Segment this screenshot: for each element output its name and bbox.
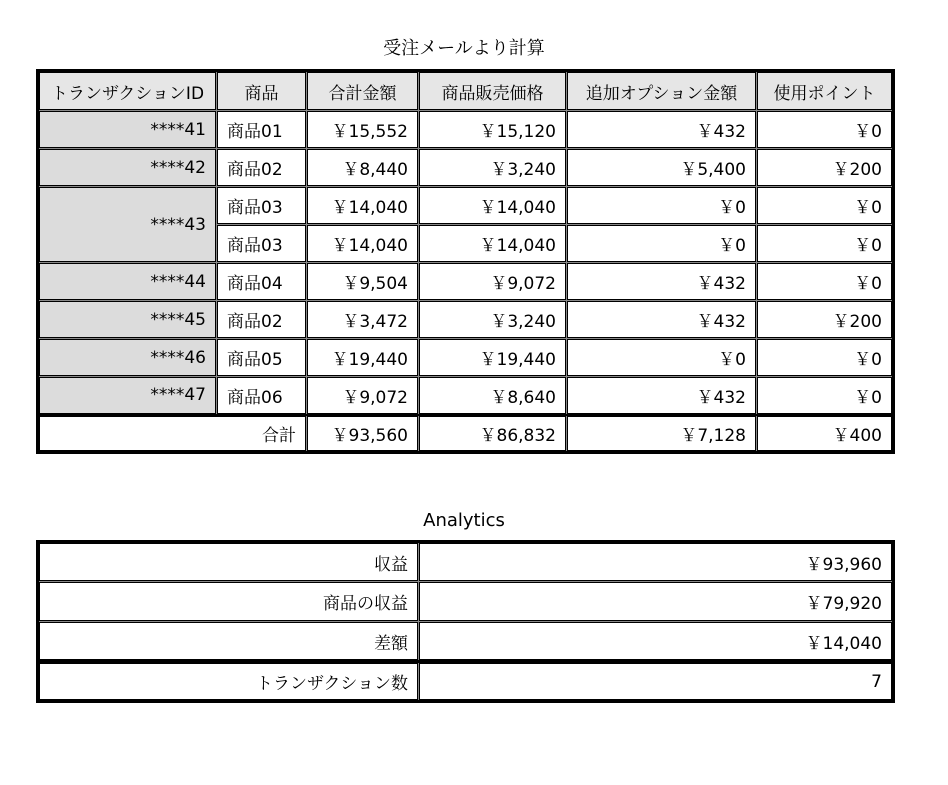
price-cell: ￥19,440 <box>419 339 567 377</box>
totals-price: ￥86,832 <box>419 415 567 453</box>
points-cell: ￥0 <box>757 111 894 149</box>
table-row <box>38 263 894 301</box>
table-row <box>38 301 894 339</box>
total-cell: ￥9,072 <box>307 377 419 415</box>
product-cell: 商品02 <box>217 149 307 187</box>
points-cell: ￥0 <box>757 225 894 263</box>
table-row <box>38 111 894 149</box>
product-cell: 商品04 <box>217 263 307 301</box>
totals-option: ￥7,128 <box>567 415 757 453</box>
order-table <box>36 69 895 454</box>
header-transaction-id: トランザクションID <box>38 71 217 111</box>
analytics-row <box>38 582 894 622</box>
transaction-id-cell: ****42 <box>38 149 217 187</box>
price-cell: ￥15,120 <box>419 111 567 149</box>
analytics-value: ￥93,960 <box>419 542 894 582</box>
totals-points: ￥400 <box>757 415 894 453</box>
totals-total: ￥93,560 <box>307 415 419 453</box>
transaction-id-cell: ****45 <box>38 301 217 339</box>
option-cell: ￥5,400 <box>567 149 757 187</box>
order-table-title: 受注メールより計算 <box>383 38 545 59</box>
transaction-id-cell: ****43 <box>38 187 217 263</box>
total-cell: ￥19,440 <box>307 339 419 377</box>
total-cell: ￥14,040 <box>307 187 419 225</box>
header-price: 商品販売価格 <box>419 71 567 111</box>
option-cell: ￥0 <box>567 187 757 225</box>
points-cell: ￥0 <box>757 187 894 225</box>
table-row <box>38 339 894 377</box>
price-cell: ￥3,240 <box>419 301 567 339</box>
analytics-value: ￥14,040 <box>419 622 894 662</box>
analytics-label: 差額 <box>38 622 419 662</box>
totals-label: 合計 <box>38 415 307 453</box>
analytics-label: トランザクション数 <box>38 662 419 702</box>
product-cell: 商品01 <box>217 111 307 149</box>
transaction-id-cell: ****44 <box>38 263 217 301</box>
header-option: 追加オプション金額 <box>567 71 757 111</box>
analytics-label: 収益 <box>38 542 419 582</box>
product-cell: 商品03 <box>217 187 307 225</box>
transaction-id-cell: ****47 <box>38 377 217 415</box>
points-cell: ￥0 <box>757 263 894 301</box>
transaction-id-cell: ****41 <box>38 111 217 149</box>
price-cell: ￥14,040 <box>419 225 567 263</box>
option-cell: ￥0 <box>567 339 757 377</box>
table-row <box>38 377 894 415</box>
analytics-value: 7 <box>419 662 894 702</box>
option-cell: ￥0 <box>567 225 757 263</box>
points-cell: ￥0 <box>757 377 894 415</box>
price-cell: ￥14,040 <box>419 187 567 225</box>
total-cell: ￥15,552 <box>307 111 419 149</box>
option-cell: ￥432 <box>567 263 757 301</box>
header-total: 合計金額 <box>307 71 419 111</box>
product-cell: 商品05 <box>217 339 307 377</box>
total-cell: ￥14,040 <box>307 225 419 263</box>
product-cell: 商品02 <box>217 301 307 339</box>
analytics-row <box>38 542 894 582</box>
order-table-header <box>38 71 894 111</box>
points-cell: ￥0 <box>757 339 894 377</box>
option-cell: ￥432 <box>567 377 757 415</box>
points-cell: ￥200 <box>757 149 894 187</box>
points-cell: ￥200 <box>757 301 894 339</box>
table-row <box>38 149 894 187</box>
option-cell: ￥432 <box>567 301 757 339</box>
price-cell: ￥3,240 <box>419 149 567 187</box>
analytics-table <box>36 540 895 703</box>
analytics-title: Analytics <box>423 510 505 531</box>
header-points: 使用ポイント <box>757 71 894 111</box>
total-cell: ￥8,440 <box>307 149 419 187</box>
analytics-row <box>38 622 894 662</box>
price-cell: ￥8,640 <box>419 377 567 415</box>
total-cell: ￥9,504 <box>307 263 419 301</box>
table-row <box>38 187 894 225</box>
option-cell: ￥432 <box>567 111 757 149</box>
total-cell: ￥3,472 <box>307 301 419 339</box>
product-cell: 商品03 <box>217 225 307 263</box>
totals-row <box>38 415 894 453</box>
analytics-value: ￥79,920 <box>419 582 894 622</box>
price-cell: ￥9,072 <box>419 263 567 301</box>
header-product: 商品 <box>217 71 307 111</box>
product-cell: 商品06 <box>217 377 307 415</box>
analytics-label: 商品の収益 <box>38 582 419 622</box>
analytics-row <box>38 662 894 702</box>
transaction-id-cell: ****46 <box>38 339 217 377</box>
